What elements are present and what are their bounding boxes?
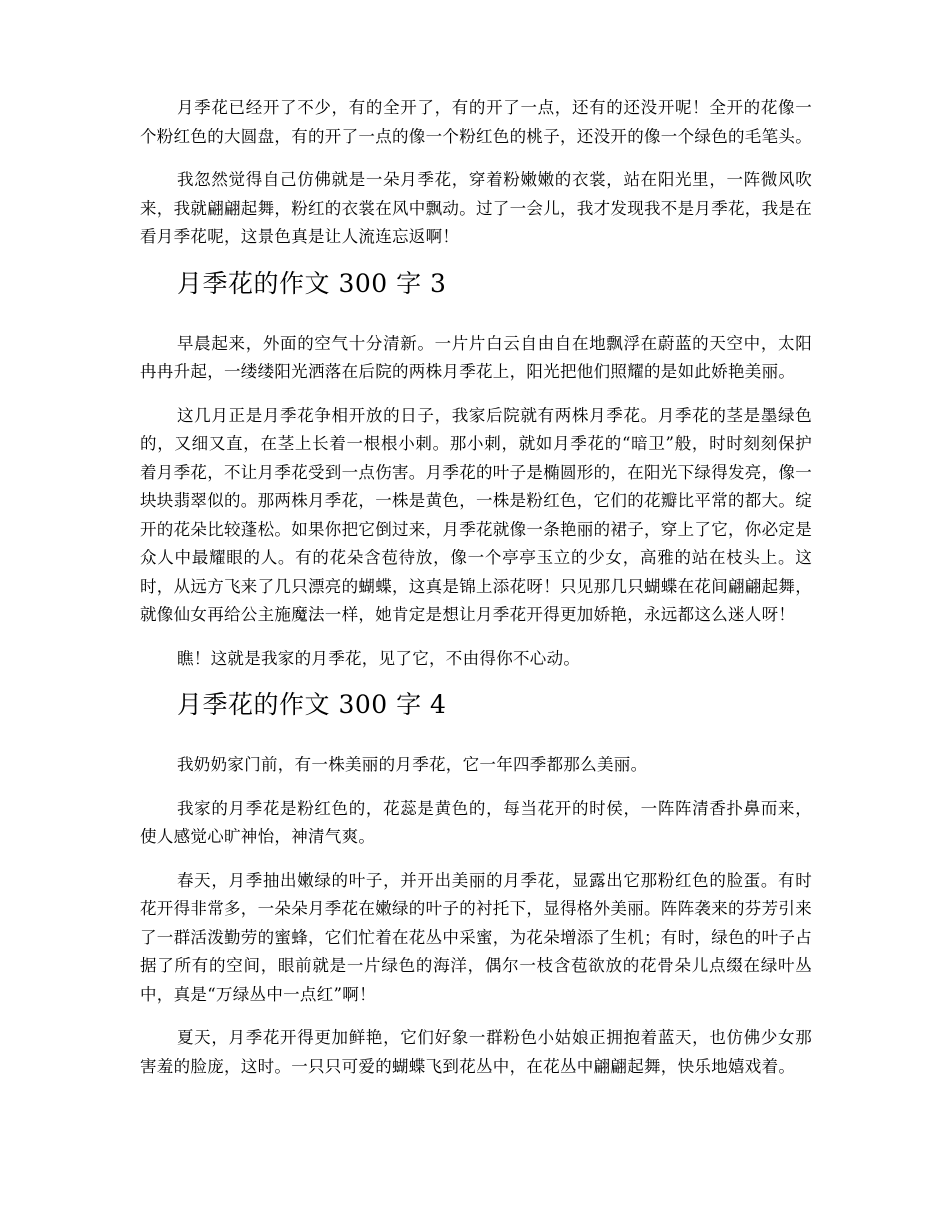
section-heading: 月季花的作文 300 字 4 [177,690,447,719]
document-page [140,94,812,1096]
paragraph: 我奶奶家门前，有一株美丽的月季花，它一年四季都那么美丽。 [177,755,648,774]
paragraph: 夏天，月季花开得更加鲜艳，它们好象一群粉色小姑娘正拥抱着蓝天，也仿佛少女那害羞的脸庞，这时。一只只可爱的蝴蝶飞到花丛中，在花丛中翩翩起舞，快乐地嬉戏着。 [140,1028,812,1076]
paragraph: 早晨起来，外面的空气十分清新。一片片白云自由自在地飘浮在蔚蓝的天空中，太阳冉冉升起，一缕缕阳光洒落在后院的两株月季花上，阳光把他们照耀的是如此娇艳美丽。 [140,333,812,381]
paragraph: 月季花已经开了不少，有的全开了，有的开了一点，还有的还没开呢！全开的花像一个粉红色的大圆盘，有的开了一点的像一个粉红色的桃子，还没开的像一个绿色的毛笔头。 [140,98,812,146]
paragraph: 春天，月季抽出嫩绿的叶子，并开出美丽的月季花，显露出它那粉红色的脸蛋。有时花开得非常多，一朵朵月季花在嫩绿的叶子的衬托下，显得格外美丽。阵阵袭来的芬芳引来了一群活泼勤劳的蜜蜂，它们忙着在花丛中采蜜，为花朵增添了生机；有时，绿色的叶子占据了所有的空间，眼前就是一片绿色的海洋，偶尔一枝含苞欲放的花骨朵儿点缀在绿叶丛中，真是“万绿丛中一点红”啊！ [140,870,812,1004]
paragraph: 我家的月季花是粉红色的，花蕊是黄色的，每当花开的时侯，一阵阵清香扑鼻而来，使人感觉心旷神怡，神清气爽。 [140,798,812,846]
paragraph: 我忽然觉得自己仿佛就是一朵月季花，穿着粉嫩嫩的衣裳，站在阳光里，一阵微风吹来，我就翩翩起舞，粉红的衣裳在风中飘动。过了一会儿，我才发现我不是月季花，我是在看月季花呢，这景色真是让人流连忘返啊！ [140,170,812,246]
paragraph: 瞧！这就是我家的月季花，见了它，不由得你不心动。 [177,648,581,668]
paragraph: 这几月正是月季花争相开放的日子，我家后院就有两株月季花。月季花的茎是墨绿色的，又细又直，在茎上长着一根根小刺。那小刺，就如月季花的“暗卫”般，时时刻刻保护着月季花，不让月季花受到一点伤害。月季花的叶子是椭圆形的，在阳光下绿得发亮，像一块块翡翠似的。那两株月季花，一株是黄色，一株是粉红色，它们的花瓣比平常的都大。绽开的花朵比较蓬松。如果你把它倒过来，月季花就像一条艳丽的裙子，穿上了它，你必定是众人中最耀眼的人。有的花朵含苞待放，像一个亭亭玉立的少女，高雅的站在枝头上。这时，从远方飞来了几只漂亮的蝴蝶，这真是锦上添花呀！只见那几只蝴蝶在花间翩翩起舞，就像仙女再给公主施魔法一样，她肯定是想让月季花开得更加娇艳，永远都这么迷人呀！ [140,405,812,624]
section-heading: 月季花的作文 300 字 3 [177,268,447,298]
